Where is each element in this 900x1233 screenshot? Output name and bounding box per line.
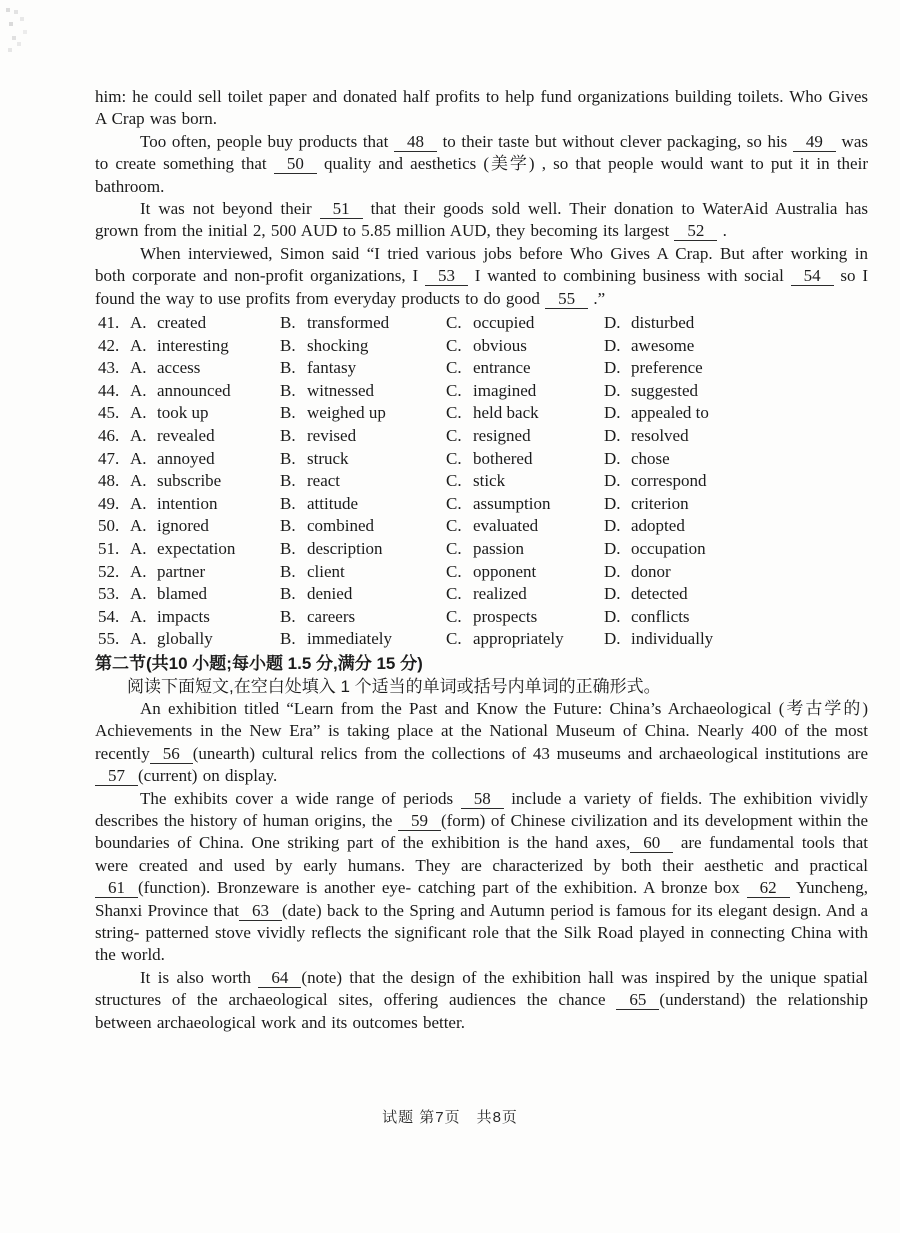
blank-58: 58 — [461, 789, 504, 809]
option-letter: C. — [446, 335, 462, 355]
option-text: passion — [473, 539, 524, 558]
option-letter: D. — [604, 403, 621, 423]
option-letter: C. — [446, 358, 462, 378]
option-letter: D. — [604, 606, 621, 626]
option-text: assumption — [473, 493, 551, 513]
question-row — [95, 335, 868, 358]
option-letter: C. — [446, 493, 462, 513]
option-text: stick — [473, 471, 506, 491]
option-letter: D. — [604, 426, 621, 446]
question-row — [95, 515, 868, 538]
option-b — [280, 628, 446, 651]
option-c — [446, 493, 604, 516]
option-text: partner — [157, 561, 206, 581]
option-d — [604, 493, 868, 516]
option-text: adopted — [631, 516, 685, 536]
question-number: 54. — [98, 606, 120, 626]
option-b — [280, 493, 446, 516]
option-letter: A. — [130, 629, 147, 649]
option-text: expectation — [157, 539, 236, 558]
question-number: 50. — [98, 516, 120, 536]
option-letter: B. — [280, 629, 296, 649]
cloze-passage — [95, 86, 868, 310]
question-number: 44. — [98, 380, 120, 400]
question-row — [95, 583, 868, 606]
question-list — [95, 312, 868, 651]
option-letter: B. — [280, 584, 296, 604]
option-letter: A. — [130, 471, 147, 491]
question-row — [95, 380, 868, 403]
option-letter: D. — [604, 471, 621, 491]
option-d — [604, 628, 868, 651]
page-footer: 试题 第7页 共8页 — [382, 1109, 518, 1126]
option-b — [280, 470, 446, 493]
option-letter: B. — [280, 380, 296, 400]
option-text: detected — [631, 584, 688, 604]
blank-57: 57 — [95, 766, 138, 786]
question-number: 55. — [98, 629, 120, 649]
paragraph: When interviewed, Simon said “I tried various jobs before Who Gives A Crap. But after working in both corporate and non-profit organizations, I 53 I wanted to combining business with social 54 so I found the way to use profits from everyday products to do good 55 .” — [95, 243, 869, 308]
option-text: transformed — [307, 313, 390, 333]
option-text: annoyed — [157, 448, 215, 468]
option-letter: B. — [280, 358, 296, 378]
paragraph: him: he could sell toilet paper and donated half profits to help fund organizations building toilets. Who Gives A Crap was born. — [95, 87, 868, 129]
option-letter: D. — [604, 358, 621, 378]
option-text: awesome — [631, 335, 695, 355]
paragraph: It was not beyond their 51 that their goods sold well. Their donation to WaterAid Australia has grown from the initial 2, 500 AUD to 5.85 million AUD, they becoming its largest 52 . — [95, 199, 868, 241]
option-d — [604, 380, 868, 403]
question-number: 42. — [98, 335, 120, 355]
option-text: impacts — [157, 606, 210, 626]
option-c — [446, 357, 604, 380]
blank-55: 55 — [545, 289, 588, 309]
question-row — [95, 402, 868, 425]
question-row — [95, 470, 868, 493]
option-text: blamed — [157, 584, 208, 604]
option-b — [280, 380, 446, 403]
option-letter: B. — [280, 448, 296, 468]
option-letter: A. — [130, 516, 147, 536]
option-text: appealed to — [631, 403, 709, 423]
option-text: obvious — [473, 335, 527, 355]
question-row — [95, 357, 868, 380]
question-number: 47. — [98, 448, 120, 468]
option-text: denied — [307, 584, 353, 604]
paragraph: It is also worth 64 (note) that the design of the exhibition hall was inspired by the unique spatial structures of the archaeological sites, offering audiences the chance 65 (understand) the relationship between archaeological work and its outcomes better. — [95, 967, 868, 1032]
option-letter: C. — [446, 448, 462, 468]
option-text: weighed up — [307, 403, 386, 423]
option-a — [130, 606, 280, 629]
option-d — [604, 312, 868, 335]
option-b — [280, 425, 446, 448]
option-b — [280, 335, 446, 358]
option-letter: B. — [280, 335, 296, 355]
option-letter: A. — [130, 313, 147, 333]
option-text: combined — [307, 516, 375, 536]
option-a — [130, 402, 280, 425]
option-letter: B. — [280, 516, 296, 536]
option-text: revealed — [157, 426, 215, 446]
option-text: opponent — [473, 561, 537, 581]
option-text: evaluated — [473, 516, 539, 536]
option-text: immediately — [307, 629, 392, 649]
option-letter: A. — [130, 493, 147, 513]
option-c — [446, 583, 604, 606]
option-text: donor — [631, 561, 671, 581]
option-text: announced — [157, 380, 231, 400]
option-b — [280, 402, 446, 425]
question-row — [95, 312, 868, 335]
option-a — [130, 561, 280, 584]
option-text: correspond — [631, 471, 707, 491]
option-c — [446, 335, 604, 358]
option-d — [604, 606, 868, 629]
blank-65: 65 — [616, 990, 659, 1010]
option-text: entrance — [473, 358, 531, 378]
option-letter: B. — [280, 403, 296, 423]
option-letter: C. — [446, 561, 462, 581]
question-row — [95, 425, 868, 448]
option-text: appropriately — [473, 629, 564, 649]
blank-59: 59 — [398, 811, 441, 831]
option-letter: B. — [280, 606, 296, 626]
option-letter: B. — [280, 471, 296, 491]
option-text: chose — [631, 448, 670, 468]
option-letter: C. — [446, 516, 462, 536]
option-text: resigned — [473, 426, 531, 446]
blank-54: 54 — [791, 266, 834, 286]
option-a — [130, 448, 280, 471]
page-content — [95, 86, 868, 1034]
option-text: careers — [307, 606, 356, 626]
option-c — [446, 606, 604, 629]
option-text: subscribe — [157, 471, 222, 491]
option-letter: C. — [446, 313, 462, 333]
option-text: description — [307, 539, 383, 558]
option-letter: C. — [446, 606, 462, 626]
option-c — [446, 380, 604, 403]
option-text: disturbed — [631, 313, 695, 333]
section2-heading: 第二节(共10 小题;每小题 1.5 分,满分 15 分) — [95, 653, 423, 673]
option-c — [446, 628, 604, 651]
blank-56: 56 — [150, 744, 193, 764]
option-a — [130, 470, 280, 493]
option-b — [280, 357, 446, 380]
option-letter: A. — [130, 539, 147, 558]
option-text: realized — [473, 584, 527, 604]
option-letter: D. — [604, 584, 621, 604]
option-text: preference — [631, 358, 703, 378]
blank-51: 51 — [320, 199, 363, 219]
option-d — [604, 470, 868, 493]
option-text: shocking — [307, 335, 369, 355]
option-a — [130, 515, 280, 538]
option-letter: D. — [604, 493, 621, 513]
option-a — [130, 628, 280, 651]
question-row — [95, 538, 868, 561]
question-row — [95, 628, 868, 651]
option-d — [604, 583, 868, 606]
blank-60: 60 — [630, 833, 673, 853]
option-text: struck — [307, 448, 349, 468]
option-text: occupied — [473, 313, 535, 333]
section2-instruction: 阅读下面短文,在空白处填入 1 个适当的单词或括号内单词的正确形式。 — [127, 676, 661, 696]
option-text: suggested — [631, 380, 699, 400]
option-letter: D. — [604, 539, 621, 558]
option-letter: A. — [130, 380, 147, 400]
option-letter: A. — [130, 426, 147, 446]
option-letter: D. — [604, 335, 621, 355]
scan-noise — [6, 8, 10, 12]
option-c — [446, 561, 604, 584]
question-number: 51. — [98, 539, 120, 558]
option-c — [446, 470, 604, 493]
question-number: 45. — [98, 403, 120, 423]
option-b — [280, 561, 446, 584]
question-number: 53. — [98, 584, 120, 604]
option-letter: A. — [130, 335, 147, 355]
blank-49: 49 — [793, 132, 836, 152]
option-text: ignored — [157, 516, 209, 536]
blank-61: 61 — [95, 878, 138, 898]
blank-48: 48 — [394, 132, 437, 152]
option-text: witnessed — [307, 380, 375, 400]
paragraph: Too often, people buy products that 48 to their taste but without clever packaging, so his 49 was to create something that 50 quality and aesthetics (美学) , so that people would want to put it in their bathroom. — [95, 131, 868, 196]
option-a — [130, 357, 280, 380]
option-text: react — [307, 471, 341, 491]
question-number: 43. — [98, 358, 120, 378]
option-letter: A. — [130, 561, 147, 581]
option-b — [280, 448, 446, 471]
option-c — [446, 312, 604, 335]
option-text: attitude — [307, 493, 358, 513]
option-letter: C. — [446, 629, 462, 649]
question-row — [95, 561, 868, 584]
option-text: individually — [631, 629, 714, 649]
option-letter: B. — [280, 539, 296, 558]
option-d — [604, 425, 868, 448]
option-c — [446, 448, 604, 471]
option-text: criterion — [631, 493, 689, 513]
option-a — [130, 425, 280, 448]
option-text: imagined — [473, 380, 537, 400]
question-number: 41. — [98, 313, 120, 333]
question-number: 52. — [98, 561, 120, 581]
option-a — [130, 335, 280, 358]
option-b — [280, 606, 446, 629]
option-text: client — [307, 561, 345, 581]
option-a — [130, 312, 280, 335]
option-text: resolved — [631, 426, 689, 446]
option-text: interesting — [157, 335, 229, 355]
option-b — [280, 312, 446, 335]
option-text: created — [157, 313, 207, 333]
option-letter: D. — [604, 629, 621, 649]
option-a — [130, 583, 280, 606]
question-row — [95, 493, 868, 516]
option-letter: D. — [604, 516, 621, 536]
option-letter: C. — [446, 403, 462, 423]
option-letter: B. — [280, 426, 296, 446]
option-text: occupation — [631, 539, 706, 558]
option-text: fantasy — [307, 358, 357, 378]
option-d — [604, 515, 868, 538]
option-text: prospects — [473, 606, 538, 626]
option-letter: C. — [446, 426, 462, 446]
option-letter: B. — [280, 493, 296, 513]
question-row — [95, 448, 868, 471]
option-letter: C. — [446, 584, 462, 604]
blank-63: 63 — [239, 901, 282, 921]
option-b — [280, 583, 446, 606]
blank-53: 53 — [425, 266, 468, 286]
option-text: globally — [157, 629, 213, 649]
option-letter: A. — [130, 403, 147, 423]
option-a — [130, 493, 280, 516]
question-number: 49. — [98, 493, 120, 513]
option-letter: A. — [130, 584, 147, 604]
option-letter: A. — [130, 358, 147, 378]
option-text: intention — [157, 493, 218, 513]
option-text: took up — [157, 403, 209, 423]
option-d — [604, 448, 868, 471]
blank-62: 62 — [747, 878, 790, 898]
option-d — [604, 402, 868, 425]
option-a — [130, 380, 280, 403]
paragraph: The exhibits cover a wide range of periods 58 include a variety of fields. The exhibition vividly describes the history of human origins, the 59 (form) of Chinese civilization and its development within the boundaries of China. One striking part of the exhibition is the hand axes, 60 are fundamental tools that were created and used by early humans. They are characterized by both their aesthetic and practical 61 (function). Bronzeware is another eye- catching part of the exhibition. A bronze box 62 Yuncheng, Shanxi Province that 63 (date) back to the Spring and Autumn period is famous for its elegant design. And a string- patterned stove vividly reflects the significant role that the Silk Road played in connecting China with the world. — [95, 788, 869, 965]
option-d — [604, 561, 868, 584]
option-b — [280, 515, 446, 538]
option-letter: A. — [130, 448, 147, 468]
option-letter: C. — [446, 539, 462, 558]
option-letter: B. — [280, 313, 296, 333]
paragraph: An exhibition titled “Learn from the Past and Know the Future: China’s Archaeological (考古学的) Achievements in the New Era” is taking place at the National Museum of China. Nearly 400 of the most recently 56 (unearth) cultural relics from the collections of 43 museums and archaeological institutions are 57 (current) on display. — [95, 698, 868, 786]
option-letter: C. — [446, 380, 462, 400]
blank-52: 52 — [674, 221, 717, 241]
option-letter: C. — [446, 471, 462, 491]
option-text: held back — [473, 403, 539, 423]
option-d — [604, 335, 868, 358]
question-number: 46. — [98, 426, 120, 446]
option-d — [604, 538, 868, 561]
option-letter: D. — [604, 380, 621, 400]
question-row — [95, 606, 868, 629]
option-text: bothered — [473, 448, 533, 468]
option-letter: D. — [604, 561, 621, 581]
option-c — [446, 402, 604, 425]
option-letter: B. — [280, 561, 296, 581]
option-text: conflicts — [631, 606, 690, 626]
option-c — [446, 538, 604, 561]
blank-50: 50 — [274, 154, 317, 174]
option-text: revised — [307, 426, 357, 446]
option-text: access — [157, 358, 201, 378]
option-letter: A. — [130, 606, 147, 626]
option-b — [280, 538, 446, 561]
option-c — [446, 425, 604, 448]
option-c — [446, 515, 604, 538]
gapfill-passage — [95, 698, 868, 1034]
blank-64: 64 — [258, 968, 301, 988]
option-a — [130, 538, 280, 561]
option-letter: D. — [604, 448, 621, 468]
option-letter: D. — [604, 313, 621, 333]
question-number: 48. — [98, 471, 120, 491]
option-d — [604, 357, 868, 380]
